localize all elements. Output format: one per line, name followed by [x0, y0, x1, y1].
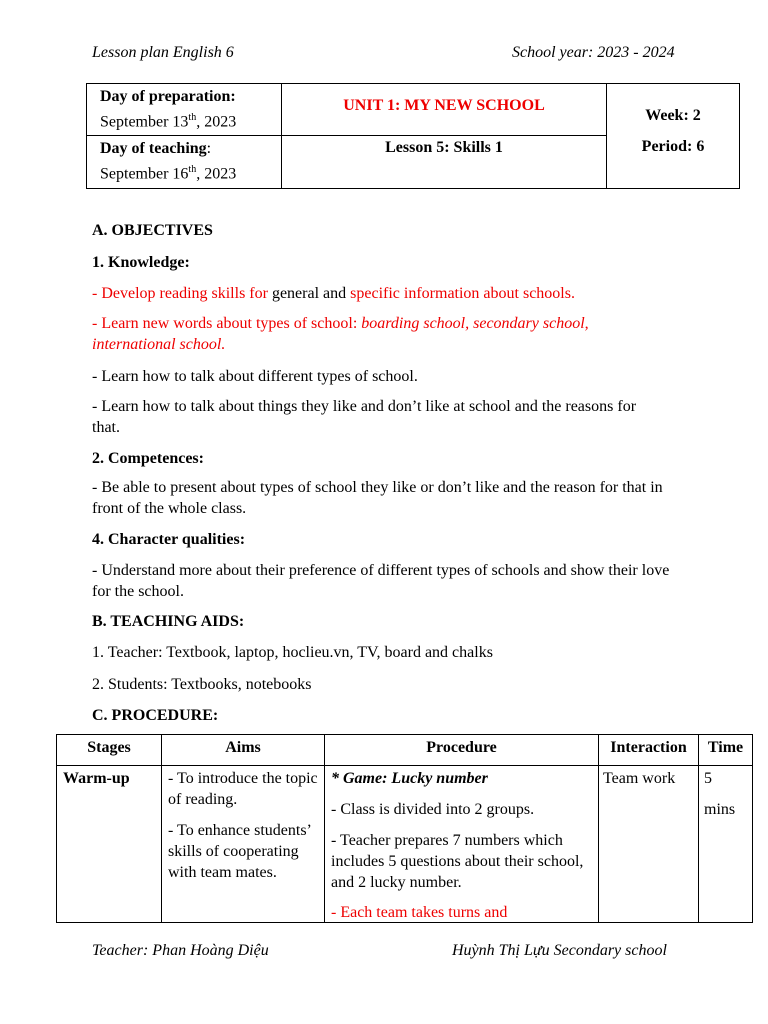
week-label: Week: 2	[645, 107, 701, 124]
interaction-value: Team work	[603, 770, 676, 787]
teaching-aid-teacher: 1. Teacher: Textbook, laptop, hoclieu.vn, TV, board and chalks	[92, 644, 493, 661]
competences-heading: 2. Competences:	[92, 450, 204, 467]
footer-teacher: Teacher: Phan Hoàng Diệu	[92, 942, 269, 959]
knowledge-heading: 1. Knowledge:	[92, 254, 190, 271]
procedure-table	[56, 734, 753, 923]
preparation-cell	[100, 86, 236, 132]
teaching-label: Day of teaching:	[100, 140, 212, 157]
preparation-label: Day of preparation:	[100, 88, 236, 105]
knowledge-item-4: - Learn how to talk about things they like and don’t like at school and the reasons for that.	[92, 398, 637, 436]
character-heading: 4. Character qualities:	[92, 531, 246, 548]
period-label: Period: 6	[641, 138, 705, 155]
teaching-cell	[100, 138, 236, 184]
footer-school: Huỳnh Thị Lựu Secondary school	[452, 942, 667, 959]
procedure-item-3: - Each team takes turns and	[331, 904, 508, 921]
header-school-year: School year: 2023 - 2024	[512, 44, 675, 61]
teaching-date: September 16th, 2023	[100, 164, 237, 183]
procedure-item-2: - Teacher prepares 7 numbers which includes 5 questions about their school, and 2 lucky number.	[331, 832, 584, 891]
knowledge-item-3: - Learn how to talk about different types of school.	[92, 368, 418, 385]
knowledge-item-2: - Learn new words about types of school: boarding school, secondary school, international school.	[92, 315, 589, 353]
time-unit: mins	[704, 801, 736, 818]
procedure-heading: C. PROCEDURE:	[92, 707, 219, 724]
lesson-info-table	[86, 83, 740, 189]
lesson-title: Lesson 5: Skills 1	[385, 139, 503, 156]
col-header-aims: Aims	[225, 739, 261, 756]
aim-item-1: - To introduce the topic of reading.	[168, 770, 318, 808]
game-title: * Game: Lucky number	[331, 770, 488, 787]
col-header-procedure: Procedure	[426, 739, 497, 756]
aim-item-2: - To enhance students’ skills of cooperating with team mates.	[168, 822, 311, 881]
col-header-time: Time	[707, 739, 744, 756]
preparation-date: September 13th, 2023	[100, 112, 237, 131]
teaching-aid-students: 2. Students: Textbooks, notebooks	[92, 676, 312, 693]
competence-item-1: - Be able to present about types of school they like or don’t like and the reason for that in front of the whole class.	[92, 479, 663, 517]
knowledge-item-1: - Develop reading skills for general and specific information about schools.	[92, 285, 575, 302]
character-item-1: - Understand more about their preference of different types of schools and show their love for the school.	[92, 562, 670, 600]
teaching-aids-heading: B. TEACHING AIDS:	[92, 613, 245, 630]
objectives-heading: A. OBJECTIVES	[92, 222, 213, 239]
unit-title: UNIT 1: MY NEW SCHOOL	[343, 97, 545, 114]
header-lesson-plan: Lesson plan English 6	[92, 44, 234, 61]
col-header-stages: Stages	[87, 739, 131, 756]
procedure-item-1: - Class is divided into 2 groups.	[331, 801, 535, 818]
time-number: 5	[704, 770, 712, 787]
stage-warm-up: Warm-up	[63, 770, 130, 787]
col-header-interaction: Interaction	[610, 739, 687, 756]
